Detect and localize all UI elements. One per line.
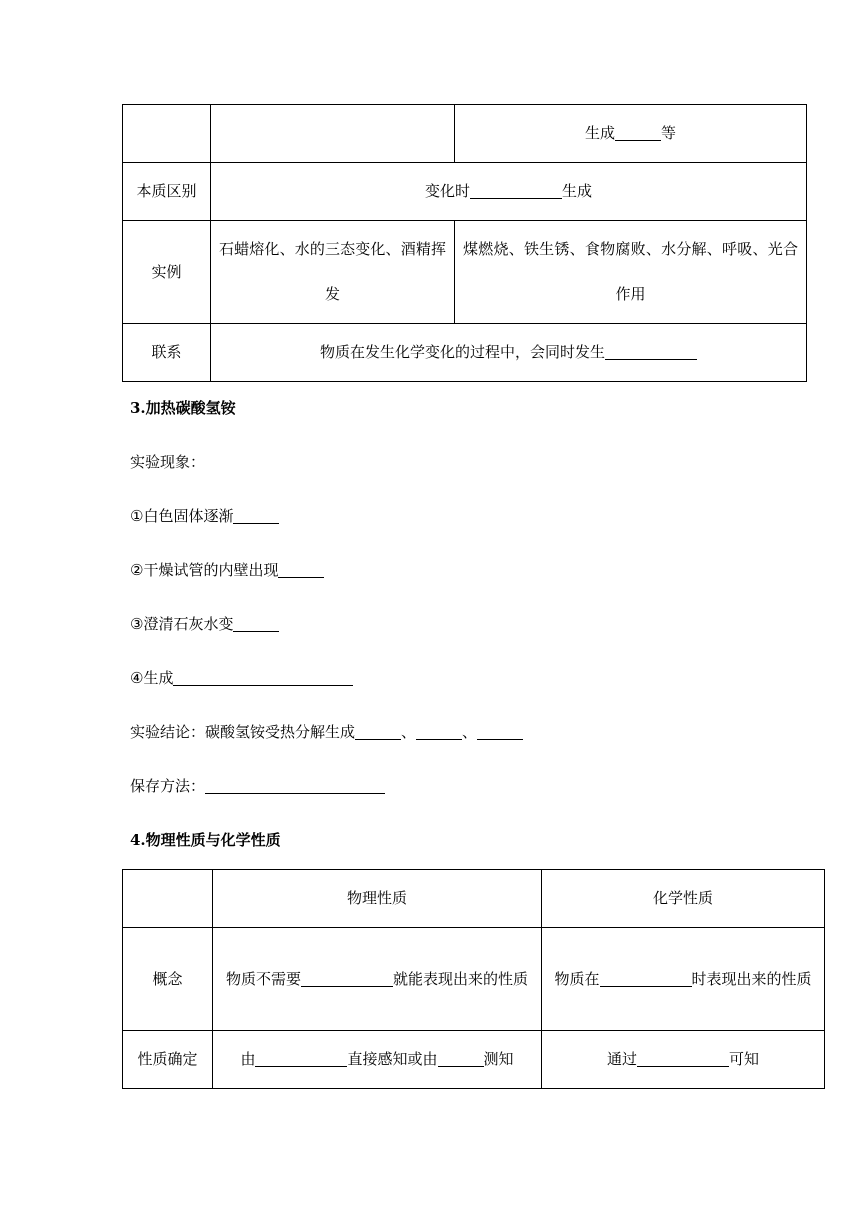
- list-item: [130, 559, 324, 580]
- cell-text: 物质不需要: [225, 969, 301, 988]
- column-header: 化学性质: [542, 870, 825, 928]
- table-cell: [542, 928, 825, 1031]
- fill-blank[interactable]: [637, 1051, 729, 1067]
- table-cell: 煤燃烧、铁生锈、食物腐败、水分解、呼吸、光合作用: [455, 221, 807, 324]
- cell-text: 物质在: [554, 969, 600, 988]
- fill-blank[interactable]: [255, 1051, 347, 1067]
- fill-blank[interactable]: [470, 183, 562, 199]
- cell-text: 通过: [606, 1050, 637, 1068]
- cell-text: 时表现出来的性质: [691, 969, 812, 988]
- fill-blank[interactable]: [173, 670, 353, 686]
- fill-blank[interactable]: [301, 971, 393, 987]
- fill-blank[interactable]: [205, 778, 385, 794]
- item-text: ③澄清石灰水变: [130, 615, 234, 633]
- table-cell: [123, 870, 213, 928]
- table-cell: [211, 105, 455, 163]
- table-row: [123, 1031, 825, 1089]
- change-comparison-table: [122, 104, 807, 382]
- table-row: [123, 221, 807, 324]
- row-label: 实例: [123, 221, 211, 324]
- fill-blank[interactable]: [278, 562, 324, 578]
- property-comparison-table: [122, 869, 825, 1089]
- cell-text: 变化时: [424, 182, 470, 200]
- table-row: [123, 324, 807, 382]
- table-cell: [542, 1031, 825, 1089]
- table-cell: [211, 163, 807, 221]
- fill-blank[interactable]: [438, 1051, 484, 1067]
- list-item: [130, 613, 279, 634]
- table-cell: [213, 928, 542, 1031]
- phenomenon-label: 实验现象：: [130, 453, 206, 471]
- fill-blank[interactable]: [416, 724, 462, 740]
- separator: 、: [462, 723, 478, 741]
- section-heading: 3.加热碳酸氢铵: [130, 399, 236, 417]
- column-header: 物理性质: [213, 870, 542, 928]
- fill-blank[interactable]: [355, 724, 401, 740]
- fill-blank[interactable]: [233, 616, 279, 632]
- fill-blank[interactable]: [615, 125, 661, 141]
- fill-blank[interactable]: [605, 344, 697, 360]
- cell-text: 测知: [483, 1050, 514, 1068]
- row-label: 联系: [123, 324, 211, 382]
- row-label: 概念: [123, 928, 213, 1031]
- table-cell: [455, 105, 807, 163]
- fill-blank[interactable]: [477, 724, 523, 740]
- table-row: [123, 163, 807, 221]
- row-label: 性质确定: [123, 1031, 213, 1089]
- list-item: [130, 505, 279, 526]
- cell-text: 就能表现出来的性质: [393, 969, 529, 988]
- fill-blank[interactable]: [600, 971, 692, 987]
- conclusion-line: [130, 721, 523, 742]
- cell-text: 由: [240, 1050, 256, 1068]
- cell-text: 生成: [562, 182, 593, 200]
- table-cell: 石蜡熔化、水的三态变化、酒精挥发: [211, 221, 455, 324]
- storage-text: 保存方法：: [130, 777, 206, 795]
- table-cell: [213, 1031, 542, 1089]
- separator: 、: [401, 723, 417, 741]
- table-row: [123, 928, 825, 1031]
- cell-text: 直接感知或由: [347, 1050, 438, 1068]
- cell-text: 可知: [729, 1050, 760, 1068]
- cell-text: 等: [661, 124, 677, 142]
- table-cell: [211, 324, 807, 382]
- table-row: [123, 105, 807, 163]
- table-cell: [123, 105, 211, 163]
- fill-blank[interactable]: [233, 508, 279, 524]
- conclusion-text: 实验结论：碳酸氢铵受热分解生成: [130, 723, 356, 741]
- item-text: ②干燥试管的内壁出现: [130, 561, 279, 579]
- item-text: ④生成: [130, 669, 174, 687]
- section-heading: 4.物理性质与化学性质: [130, 831, 281, 849]
- cell-text: 物质在发生化学变化的过程中，会同时发生: [319, 343, 605, 361]
- cell-text: 生成: [584, 124, 615, 142]
- list-item: [130, 667, 353, 688]
- item-text: ①白色固体逐渐: [130, 507, 234, 525]
- storage-line: [130, 775, 385, 796]
- row-label: 本质区别: [123, 163, 211, 221]
- table-row: [123, 870, 825, 928]
